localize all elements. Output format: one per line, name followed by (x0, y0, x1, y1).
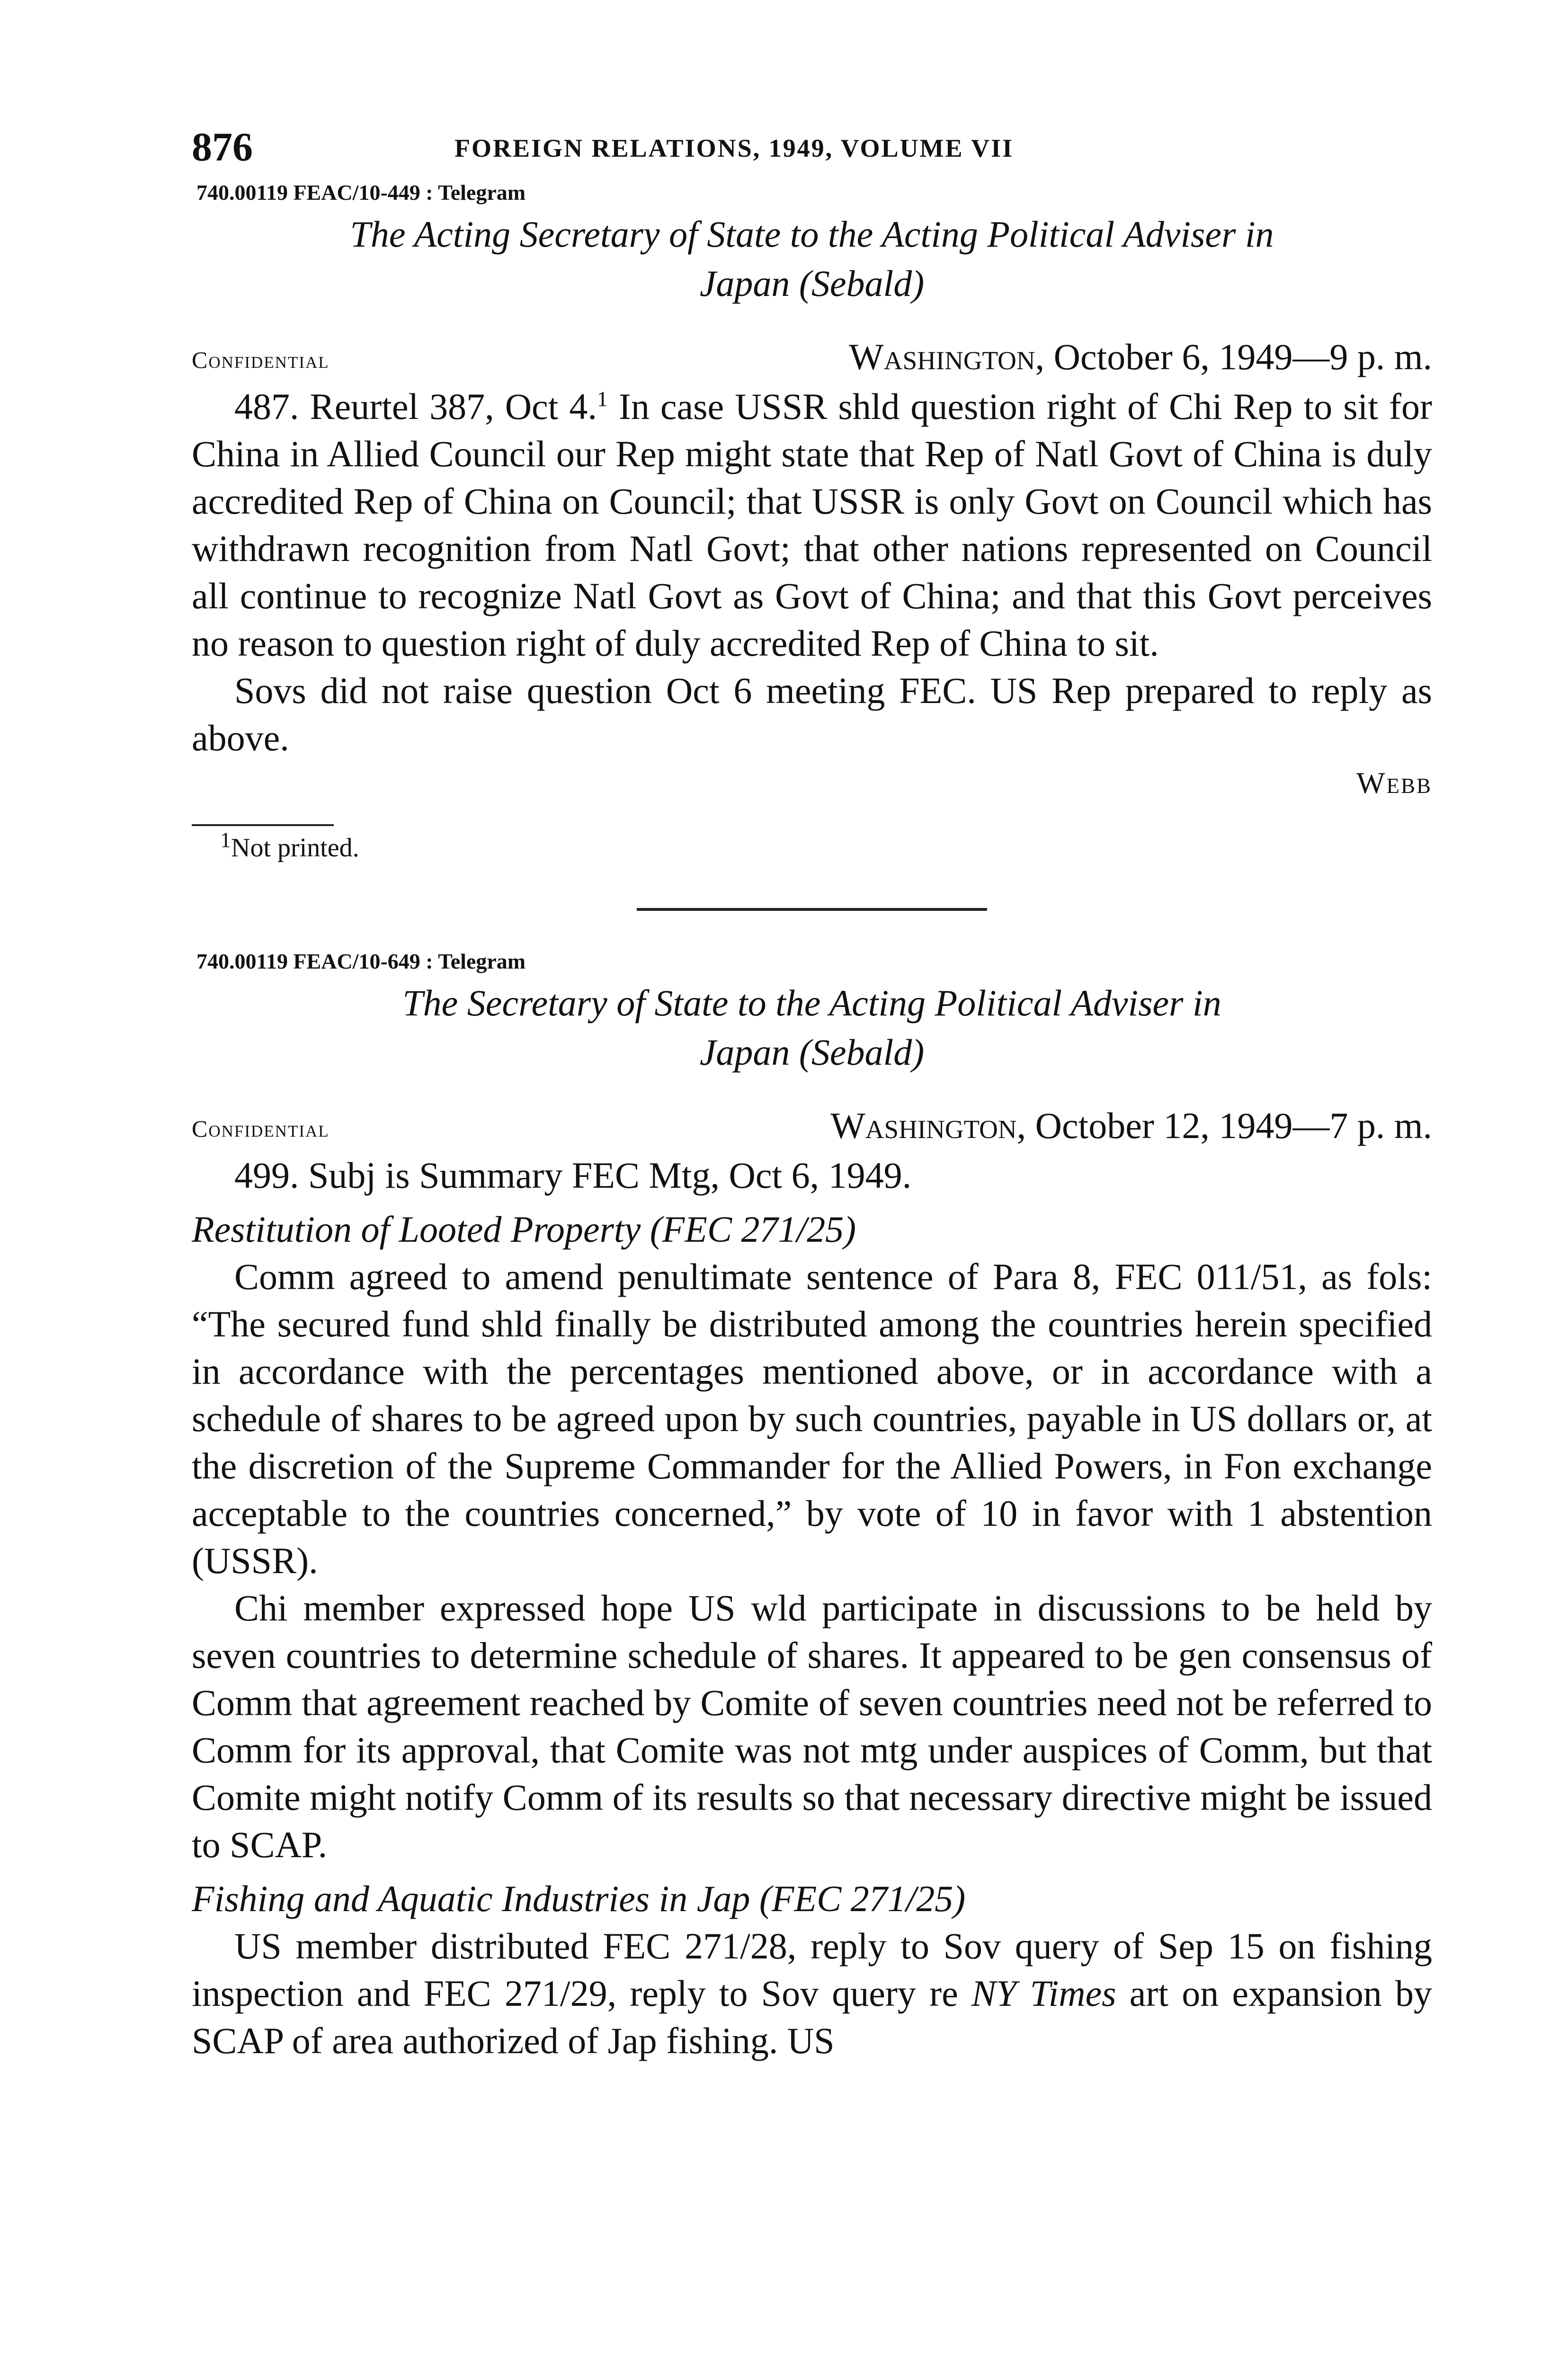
dateline-place: Washington, (849, 336, 1045, 377)
section-title: Fishing and Aquatic Industries in Jap (FEC 271/25) (192, 1878, 966, 1919)
classification-line (192, 1104, 1432, 1152)
body-paragraph: Comm agreed to amend penultimate sentence of Para 8, FEC 011/51, as fols: “The secured fund shld finally be distributed among the countries herein specified in accordance with the percentages mentioned above, or in accordance with a schedule of shares to be agreed upon by such countries, payable in US dollars or, at the discretion of the Supreme Commander for the Allied Powers, in Fon exchange acceptable to the countries concerned,” by vote of 10 in favor with 1 abstention (USSR). (192, 1256, 1432, 1581)
footnote-text: Not printed. (231, 833, 359, 863)
file-reference: 740.00119 FEAC/10-649 : Telegram (196, 949, 526, 973)
dateline-date: October 6, 1949—9 p. m. (1044, 336, 1432, 377)
classification-label: Confidential (192, 1115, 330, 1142)
paragraph-text: art on expansion by SCAP of area authorized of Jap fishing. US (192, 1973, 1432, 2061)
dateline-place: Washington, (830, 1105, 1026, 1146)
footnote (220, 828, 1432, 863)
file-reference: 740.00119 FEAC/10-449 : Telegram (196, 180, 526, 205)
footnote-rule (192, 824, 334, 826)
section-title: Restitution of Looted Property (FEC 271/25) (192, 1209, 856, 1250)
heading-line: Japan (Sebald) (699, 1032, 925, 1073)
classification-label: Confidential (192, 347, 330, 373)
paragraph-text: 487. Reurtel 387, Oct 4. (234, 386, 597, 427)
publication-title: NY Times (971, 1973, 1116, 2014)
signature: Webb (1356, 766, 1432, 800)
document-heading (192, 979, 1432, 1077)
body-paragraph: Chi member expressed hope US wld participate in discussions to be held by seven countries to determine schedule of shares. It appeared to be gen consensus of Comm that agreement reached by Comite of seven countries need not be referred to Comm for its approval, that Comite was not mtg under auspices of Comm, but that Comite might notify Comm of its results so that necessary directive might be issued to SCAP. (192, 1587, 1432, 1865)
body-paragraph: 499. Subj is Summary FEC Mtg, Oct 6, 1949. (234, 1155, 912, 1196)
page-number: 876 (192, 124, 253, 169)
body-paragraph: Sovs did not raise question Oct 6 meeting FEC. US Rep prepared to reply as above. (192, 670, 1432, 758)
heading-line: The Secretary of State to the Acting Political Adviser in (402, 982, 1221, 1023)
paragraph-text: In case USSR shld question right of Chi Rep to sit for China in Allied Council our Rep might state that Rep of Natl Govt of China is duly accredited Rep of China on Council; that USSR is only Govt on Council which has withdrawn recognition from Natl Govt; that other nations represented on Council all continue to recognize Natl Govt as Govt of China; and that this Govt perceives no reason to question right of duly accredited Rep of China to sit. (192, 386, 1432, 664)
classification-line (192, 336, 1432, 383)
paragraph-text: US member distributed FEC 271/28, reply to Sov query of Sep 15 on fishing inspection and FEC 271/29, reply to Sov query re (192, 1925, 1432, 2014)
dateline (830, 1104, 1432, 1147)
heading-line: The Acting Secretary of State to the Acting Political Adviser in (350, 214, 1274, 255)
footnote-mark: 1 (220, 828, 231, 852)
heading-line: Japan (Sebald) (699, 263, 925, 304)
body-paragraph (192, 383, 1432, 667)
document-heading (192, 210, 1432, 308)
running-head (192, 123, 1432, 175)
body-paragraph (192, 1922, 1432, 2064)
dateline (849, 336, 1432, 378)
running-title: FOREIGN RELATIONS, 1949, VOLUME VII (454, 134, 1014, 162)
dateline-date: October 12, 1949—7 p. m. (1026, 1105, 1432, 1146)
footnote-reference: 1 (597, 387, 608, 411)
section-divider (637, 908, 987, 911)
document-page (192, 123, 1432, 2064)
